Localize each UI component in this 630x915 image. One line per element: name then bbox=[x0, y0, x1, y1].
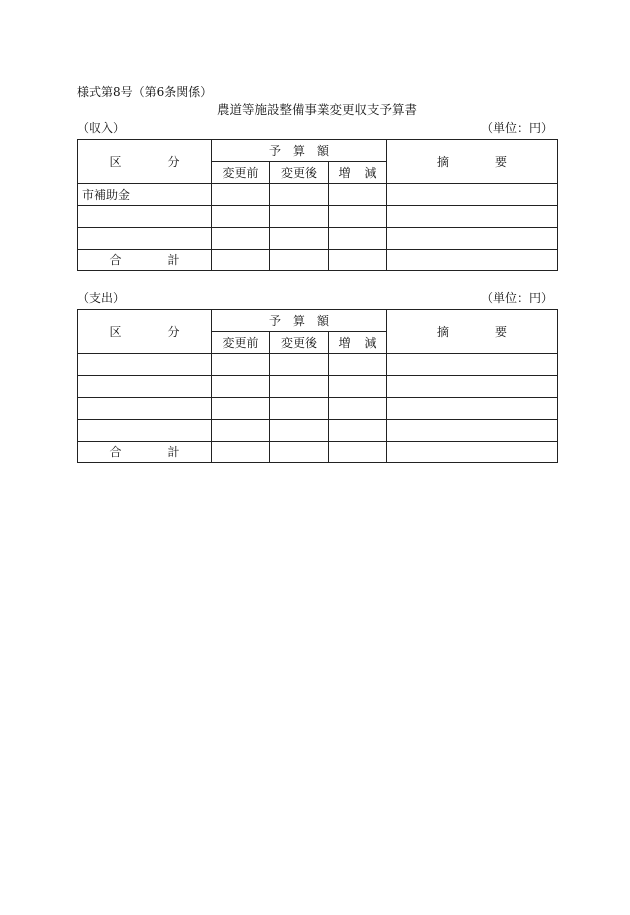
difference-cell bbox=[329, 376, 387, 398]
difference-cell bbox=[329, 228, 387, 250]
after-change-cell bbox=[270, 398, 329, 420]
remarks-total-cell bbox=[387, 250, 558, 271]
before-change-total-cell bbox=[212, 250, 270, 271]
remarks-header: 摘 要 bbox=[437, 324, 508, 339]
category-cell bbox=[78, 206, 212, 228]
table-row bbox=[78, 354, 558, 376]
total-label: 合 計 bbox=[109, 253, 180, 268]
remarks-cell bbox=[387, 354, 558, 376]
income-unit-label: （単位：円） bbox=[480, 121, 553, 135]
category-header: 区 分 bbox=[109, 324, 180, 339]
difference-cell bbox=[329, 398, 387, 420]
after-change-cell bbox=[270, 228, 329, 250]
remarks-header-cell bbox=[387, 310, 558, 354]
before-change-header: 変更前 bbox=[212, 162, 270, 184]
difference-total-cell bbox=[329, 250, 387, 271]
header-row bbox=[78, 140, 558, 162]
category-header: 区 分 bbox=[109, 154, 180, 169]
total-label-cell bbox=[78, 250, 212, 271]
difference-cell bbox=[329, 184, 387, 206]
remarks-cell bbox=[387, 398, 558, 420]
total-row bbox=[78, 250, 558, 271]
remarks-cell bbox=[387, 206, 558, 228]
expense-unit-label: （単位：円） bbox=[480, 291, 553, 305]
category-header-cell bbox=[78, 310, 212, 354]
before-change-total-cell bbox=[212, 442, 270, 463]
budget-amount-header: 予 算 額 bbox=[269, 143, 329, 158]
table-row bbox=[78, 420, 558, 442]
after-change-cell bbox=[270, 354, 329, 376]
remarks-cell bbox=[387, 184, 558, 206]
difference-header-cell bbox=[329, 162, 387, 184]
total-label: 合 計 bbox=[109, 445, 180, 460]
difference-header: 増 減 bbox=[338, 335, 377, 350]
income-table bbox=[77, 139, 558, 271]
difference-total-cell bbox=[329, 442, 387, 463]
difference-header-cell bbox=[329, 332, 387, 354]
table-row bbox=[78, 398, 558, 420]
after-change-total-cell bbox=[270, 250, 329, 271]
budget-amount-header-cell bbox=[212, 310, 387, 332]
difference-cell bbox=[329, 354, 387, 376]
expense-section-label: （支出） bbox=[77, 291, 126, 305]
after-change-total-cell bbox=[270, 442, 329, 463]
total-row bbox=[78, 442, 558, 463]
income-section-label: （収入） bbox=[77, 121, 126, 135]
before-change-header: 変更前 bbox=[212, 332, 270, 354]
table-row bbox=[78, 228, 558, 250]
remarks-cell bbox=[387, 376, 558, 398]
remarks-total-cell bbox=[387, 442, 558, 463]
before-change-cell bbox=[212, 206, 270, 228]
difference-header: 増 減 bbox=[338, 165, 377, 180]
category-cell bbox=[78, 354, 212, 376]
remarks-cell bbox=[387, 420, 558, 442]
difference-cell bbox=[329, 420, 387, 442]
difference-cell bbox=[329, 206, 387, 228]
budget-amount-header-cell bbox=[212, 140, 387, 162]
before-change-cell bbox=[212, 184, 270, 206]
after-change-cell bbox=[270, 420, 329, 442]
before-change-cell bbox=[212, 354, 270, 376]
table-row bbox=[78, 184, 558, 206]
after-change-header: 変更後 bbox=[270, 162, 329, 184]
remarks-header: 摘 要 bbox=[437, 154, 508, 169]
remarks-header-cell bbox=[387, 140, 558, 184]
total-label-cell bbox=[78, 442, 212, 463]
form-number: 様式第8号（第6条関係） bbox=[77, 85, 213, 99]
before-change-cell bbox=[212, 376, 270, 398]
category-header-cell bbox=[78, 140, 212, 184]
after-change-cell bbox=[270, 376, 329, 398]
remarks-cell bbox=[387, 228, 558, 250]
before-change-cell bbox=[212, 398, 270, 420]
category-cell bbox=[78, 420, 212, 442]
table-row bbox=[78, 376, 558, 398]
header-row bbox=[78, 310, 558, 332]
budget-amount-header: 予 算 額 bbox=[269, 313, 329, 328]
category-cell bbox=[78, 398, 212, 420]
category-cell: 市補助金 bbox=[78, 184, 212, 206]
before-change-cell bbox=[212, 228, 270, 250]
after-change-cell bbox=[270, 206, 329, 228]
after-change-cell bbox=[270, 184, 329, 206]
document-title: 農道等施設整備事業変更収支予算書 bbox=[216, 102, 417, 117]
before-change-cell bbox=[212, 420, 270, 442]
table-row bbox=[78, 206, 558, 228]
after-change-header: 変更後 bbox=[270, 332, 329, 354]
category-cell bbox=[78, 228, 212, 250]
expense-table bbox=[77, 309, 558, 463]
category-cell bbox=[78, 376, 212, 398]
